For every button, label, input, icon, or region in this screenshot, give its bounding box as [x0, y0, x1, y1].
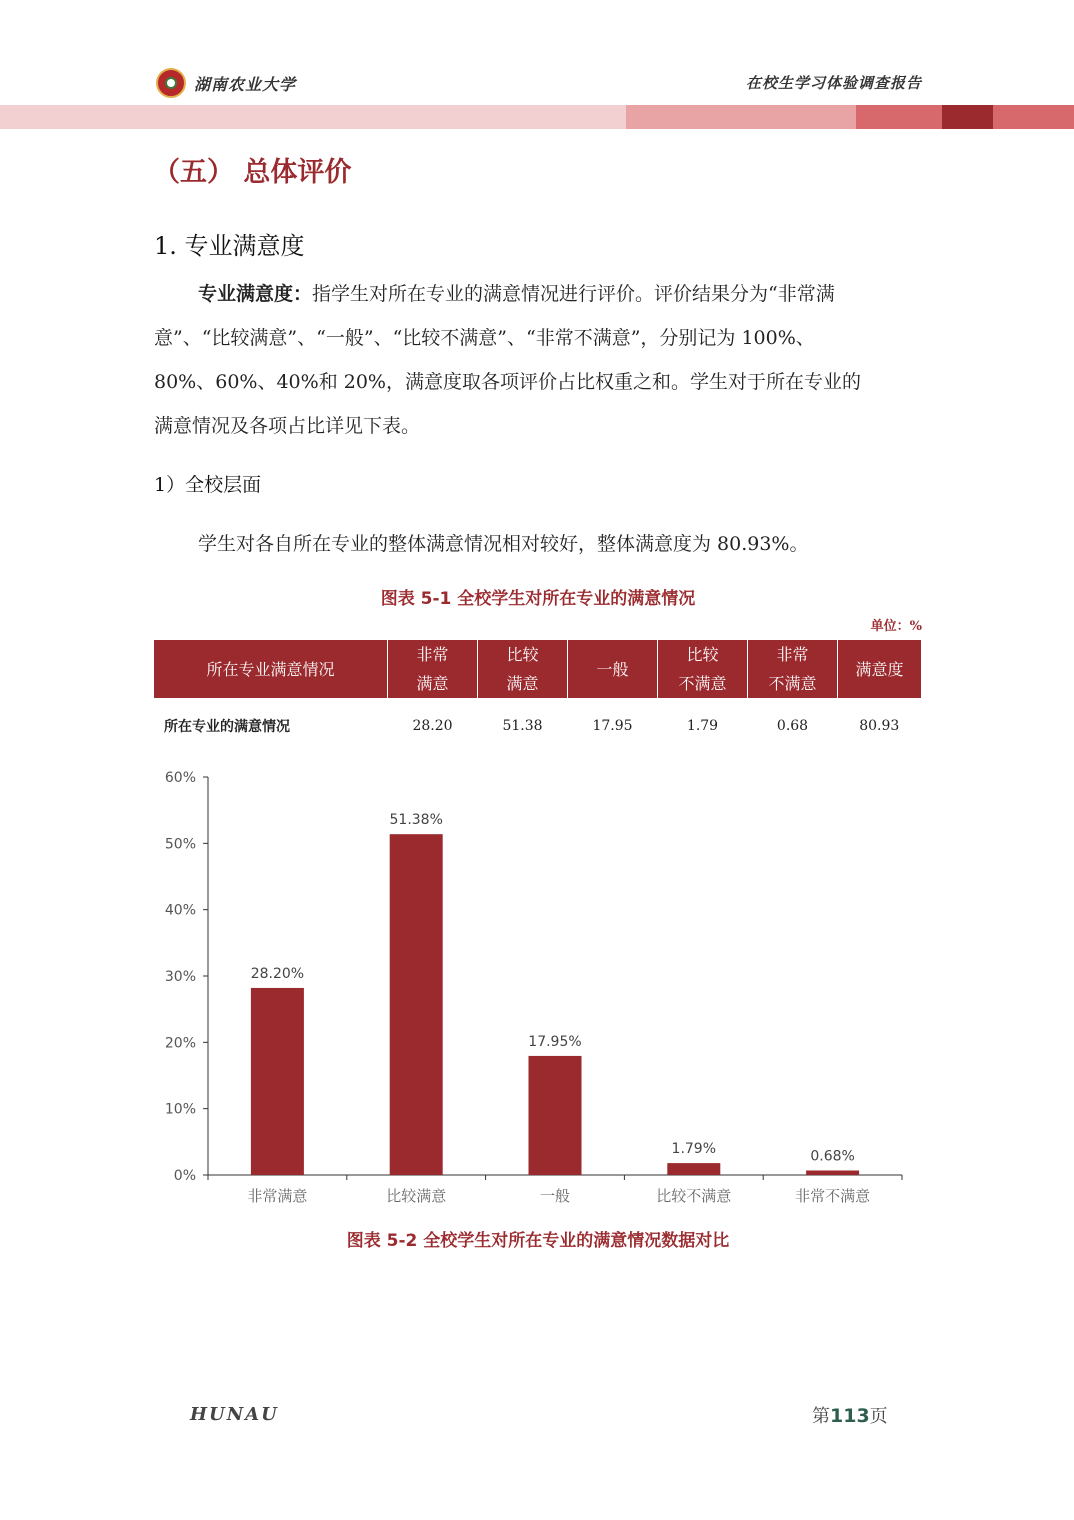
report-title: 在校生学习体验调查报告 — [745, 74, 922, 92]
y-tick-label: 50% — [164, 836, 196, 853]
header-neutral: 一般 — [568, 640, 658, 698]
satisfaction-bar-chart — [150, 760, 920, 1220]
bar — [806, 1170, 859, 1175]
cell-very-dissatisfied: 0.68 — [776, 718, 809, 734]
level-heading: 1）全校层面 — [154, 474, 262, 496]
intro-line-2: 意”、“比较满意”、“一般”、“比较不满意”、“非常不满意”，分别记为 100%、 — [154, 327, 815, 349]
table-row — [154, 698, 921, 754]
university-name: 湖南农业大学 — [194, 75, 297, 94]
header-satisfaction-score: 满意度 — [838, 640, 922, 698]
cell-very-satisfied: 28.20 — [412, 718, 453, 734]
satisfaction-table — [154, 640, 921, 754]
intro-paragraph — [154, 272, 922, 448]
cell-satisfied: 51.38 — [502, 718, 543, 734]
university-logo — [156, 68, 186, 98]
header-band-3 — [856, 105, 942, 129]
category-label: 非常满意 — [247, 1187, 308, 1205]
cell-satisfaction-score: 80.93 — [859, 718, 900, 734]
bar — [251, 988, 304, 1175]
data-label: 17.95% — [528, 1033, 582, 1050]
category-label: 一般 — [539, 1187, 571, 1205]
y-tick-label: 0% — [173, 1168, 196, 1184]
table-unit: 单位：% — [870, 619, 922, 634]
chart-caption: 图表 5-2 全校学生对所在专业的满意情况数据对比 — [346, 1231, 730, 1251]
data-label: 1.79% — [671, 1141, 717, 1158]
row-label: 所在专业的满意情况 — [164, 719, 290, 735]
header-band-1 — [0, 105, 626, 129]
table-header-row — [154, 640, 921, 698]
header-very-dissatisfied: 非常 不满意 — [748, 640, 838, 698]
data-label: 0.68% — [810, 1148, 855, 1165]
header-category: 所在专业满意情况 — [154, 640, 388, 698]
header-dissatisfied: 比较 不满意 — [658, 640, 748, 698]
table-caption: 图表 5-1 全校学生对所在专业的满意情况 — [380, 589, 696, 609]
section-title: （五） 总体评价 — [153, 157, 352, 188]
header-very-satisfied: 非常 满意 — [388, 640, 478, 698]
category-label: 非常不满意 — [795, 1187, 871, 1205]
data-label: 51.38% — [389, 812, 443, 829]
bar — [667, 1163, 720, 1175]
y-tick-label: 20% — [164, 1035, 196, 1052]
y-tick-label: 40% — [164, 902, 196, 919]
category-label: 比较满意 — [386, 1187, 447, 1205]
header-satisfied: 比较 满意 — [478, 640, 568, 698]
intro-line-1: 专业满意度：指学生对所在专业的满意情况进行评价。评价结果分为“非常满 — [198, 283, 835, 305]
header-band-5 — [993, 105, 1074, 129]
category-label: 比较不满意 — [656, 1187, 732, 1205]
y-tick-label: 10% — [164, 1101, 196, 1118]
y-tick-label: 30% — [164, 969, 196, 985]
header-band-4 — [942, 105, 993, 129]
cell-dissatisfied: 1.79 — [686, 718, 719, 734]
cell-neutral: 17.95 — [592, 718, 633, 734]
intro-line-3: 80%、60%、40%和 20%，满意度取各项评价占比权重之和。学生对于所在专业的 — [154, 371, 861, 393]
header-band-2 — [626, 105, 856, 129]
data-label: 28.20% — [250, 965, 305, 982]
summary-text: 学生对各自所在专业的整体满意情况相对较好，整体满意度为 80.93%。 — [198, 533, 809, 555]
y-tick-label: 60% — [164, 770, 196, 786]
intro-line-4: 满意情况及各项占比详见下表。 — [154, 415, 421, 437]
page-number: 第113页 — [812, 1405, 888, 1427]
bar — [390, 834, 443, 1175]
bar — [529, 1056, 582, 1175]
subsection-title: 1. 专业满意度 — [154, 232, 305, 260]
intro-term: 专业满意度： — [198, 283, 313, 305]
footer-logo-text: HUNAU — [190, 1404, 279, 1425]
